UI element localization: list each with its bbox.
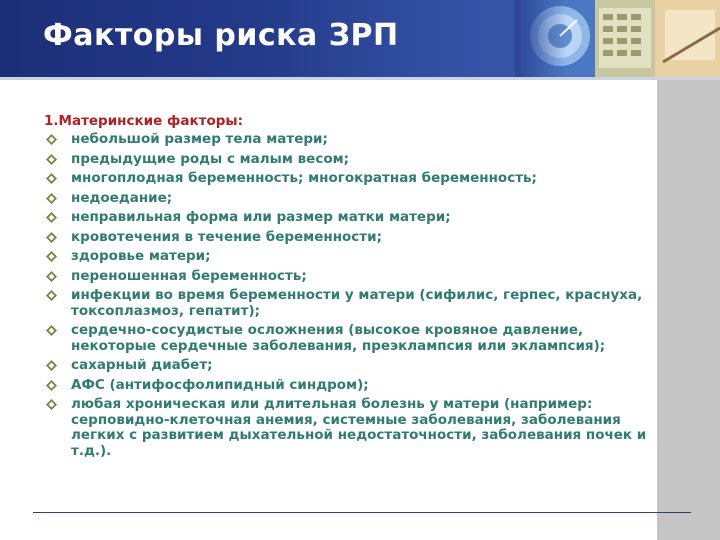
risk-factor-list xyxy=(44,132,654,459)
list-item-text: предыдущие роды с малым весом; xyxy=(71,150,350,167)
slide-content xyxy=(44,112,654,463)
list-item xyxy=(44,249,654,265)
list-item xyxy=(44,358,654,374)
list-item-text: переношенная беременность; xyxy=(71,267,307,284)
list-item-text: АФС (антифосфолипидный синдром); xyxy=(71,376,369,393)
list-item-text: сердечно-сосудистые осложнения (высокое кровяное давление, некоторые сердечные заболевания, преэклампсия или эклампсия); xyxy=(71,322,606,354)
list-item-text: многоплодная беременность; многократная беременность; xyxy=(71,170,537,186)
diamond-bullet-icon xyxy=(46,232,57,243)
list-item xyxy=(44,288,654,319)
diamond-bullet-icon xyxy=(46,380,57,391)
diamond-bullet-icon xyxy=(46,154,57,165)
diamond-bullet-icon xyxy=(46,212,57,223)
diamond-bullet-icon xyxy=(46,290,57,301)
diamond-bullet-icon xyxy=(46,193,57,204)
footer-divider xyxy=(33,512,691,513)
slide-header xyxy=(0,0,720,77)
list-item-text: сахарный диабет; xyxy=(71,357,213,373)
diamond-bullet-icon xyxy=(46,399,57,410)
list-item xyxy=(44,191,654,207)
list-item xyxy=(44,269,654,285)
list-item xyxy=(44,378,654,394)
list-item xyxy=(44,323,654,354)
diamond-bullet-icon xyxy=(46,134,57,145)
slide-title: Факторы риска ЗРП xyxy=(43,18,399,53)
list-item-text: недоедание; xyxy=(71,189,173,206)
diamond-bullet-icon xyxy=(46,325,57,336)
header-collage-image xyxy=(515,0,720,77)
diamond-bullet-icon xyxy=(46,251,57,262)
list-item xyxy=(44,171,654,187)
list-item-text: кровотечения в течение беременности; xyxy=(71,228,382,245)
diamond-bullet-icon xyxy=(46,271,57,282)
list-item-text: небольшой размер тела матери; xyxy=(71,131,328,147)
diamond-bullet-icon xyxy=(46,360,57,371)
list-item xyxy=(44,132,654,148)
list-item xyxy=(44,230,654,246)
list-item-text: неправильная форма или размер матки матери; xyxy=(71,209,451,225)
list-item xyxy=(44,210,654,226)
list-item-text: инфекции во время беременности у матери (сифилис, герпес, краснуха, токсоплазмоз, гепатит); xyxy=(71,287,643,319)
section-heading: 1.Материнские факторы: xyxy=(44,113,244,129)
list-item-text: любая хроническая или длительная болезнь у матери (например: серповидно-клеточная анемия, системные заболевания, заболевания легких с развитием дыхательной недостаточности, заболевания почек и т.д.). xyxy=(71,396,647,459)
list-item xyxy=(44,152,654,168)
diamond-bullet-icon xyxy=(46,173,57,184)
list-item-text: здоровье матери; xyxy=(71,248,211,264)
right-sidebar-bar xyxy=(657,80,720,540)
list-item xyxy=(44,397,654,459)
header-divider xyxy=(0,77,720,80)
